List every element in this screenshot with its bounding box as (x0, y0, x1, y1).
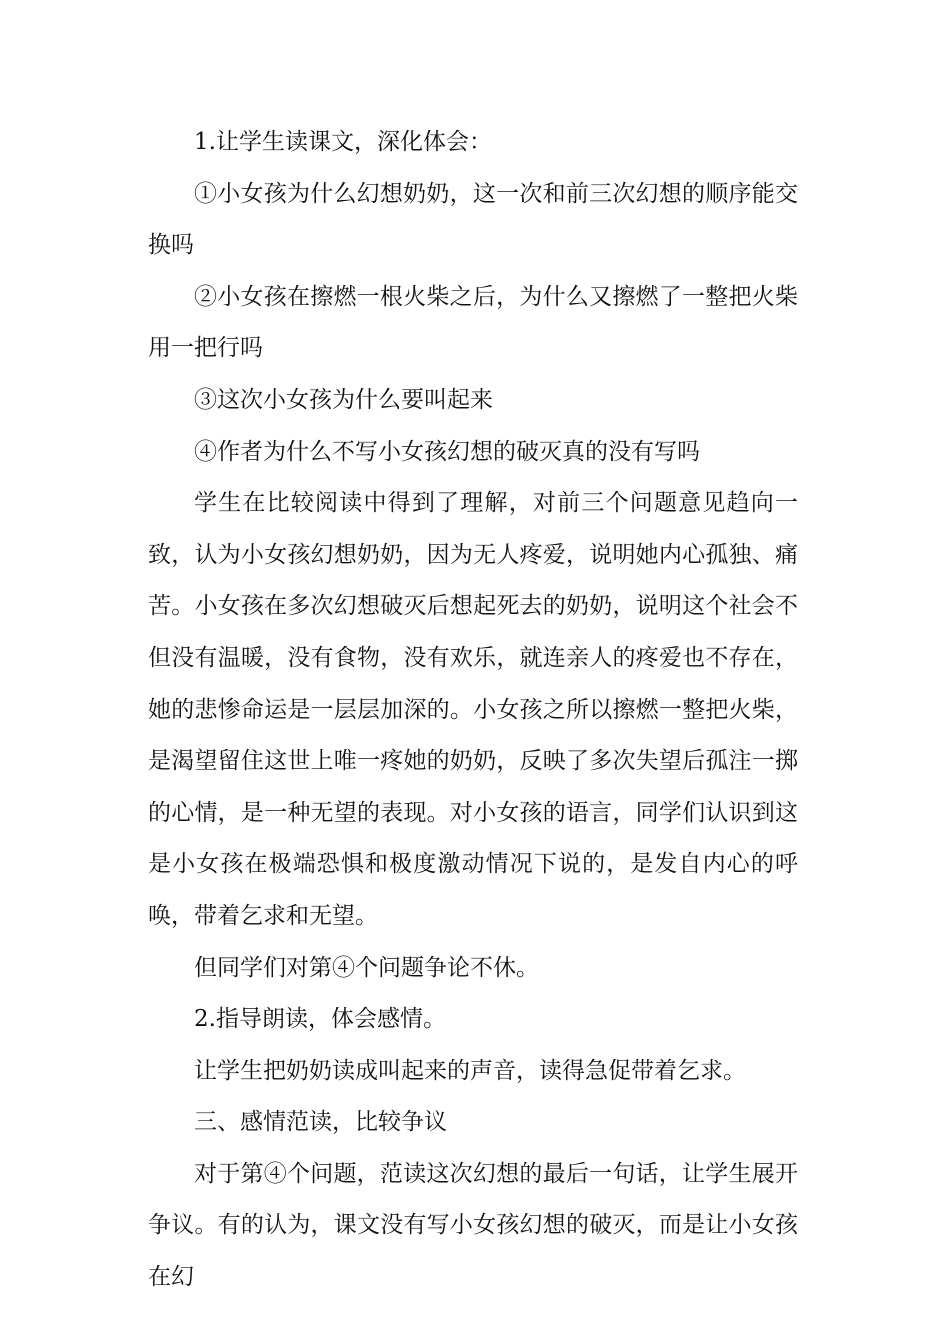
paragraph-step-2: 2.指导朗读，体会感情。 (194, 1006, 446, 1033)
paragraph-discussion: 学生在比较阅读中得到了理解，对前三个问题意见趋向一致，认为小女孩幻想奶奶，因为无人疼爱，说明她内心孤独、痛苦。小女孩在多次幻想破灭后想起死去的奶奶，说明这个社会不但没有温暖，没有食物，没有欢乐，就连亲人的疼爱也不存在，她的悲惨命运是一层层加深的。小女孩之所以擦燃一整把火柴，是渴望留住这世上唯一疼她的奶奶，反映了多次失望后孤注一掷的心情，是一种无望的表现。对小女孩的语言，同学们认识到这是小女孩在极端恐惧和极度激动情况下说的，是发自内心的呼唤，带着乞求和无望。 (148, 490, 798, 929)
paragraph-reading-guide: 让学生把奶奶读成叫起来的声音，读得急促带着乞求。 (194, 1057, 746, 1084)
paragraph-step-1: 1.让学生读课文，深化体会： (194, 129, 492, 155)
paragraph-dispute: 但同学们对第④个问题争论不休。 (194, 954, 539, 981)
paragraph-section-3-body: 对于第④个问题，范读这次幻想的最后一句话，让学生展开争议。有的认为，课文没有写小女孩幻想的破灭，而是让小女孩在幻 (148, 1160, 798, 1291)
document-body (148, 117, 798, 1304)
paragraph-section-3-heading: 三、感情范读，比较争议 (194, 1109, 447, 1136)
paragraph-question-4: ④作者为什么不写小女孩幻想的破灭真的没有写吗 (194, 438, 700, 465)
paragraph-question-1: ①小女孩为什么幻想奶奶，这一次和前三次幻想的顺序能交换吗 (148, 180, 798, 259)
paragraph-question-3: ③这次小女孩为什么要叫起来 (194, 386, 493, 413)
paragraph-question-2: ②小女孩在擦燃一根火柴之后，为什么又擦燃了一整把火柴用一把行吗 (148, 283, 798, 362)
